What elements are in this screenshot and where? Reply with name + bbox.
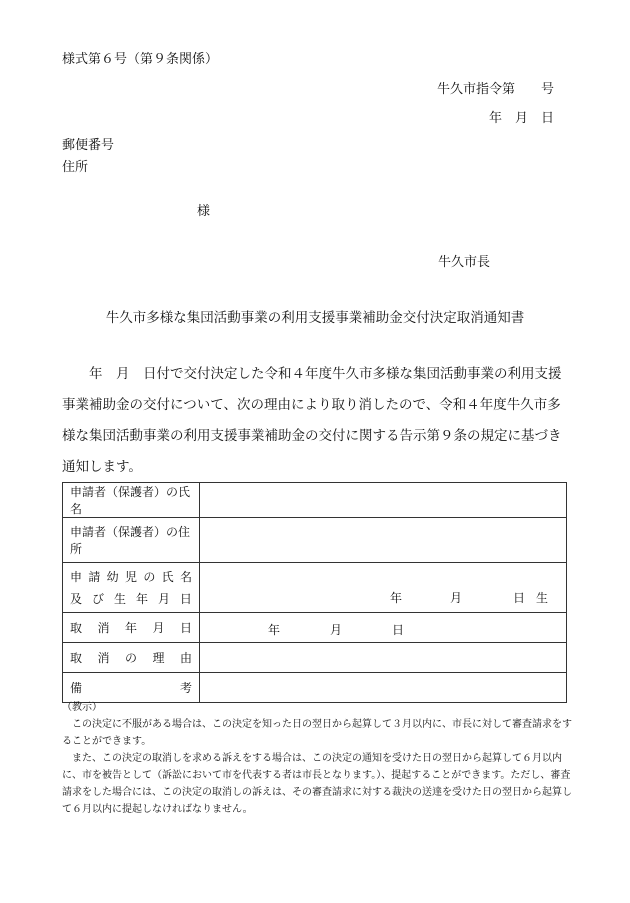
cancel-reason-label: 取 消 の 理 由 — [63, 643, 200, 673]
remarks-label: 備 考 — [63, 673, 200, 703]
row-remarks — [63, 673, 567, 703]
form-number: 様式第６号（第９条関係） — [62, 52, 219, 67]
row-applicant-name — [63, 483, 567, 518]
document-number: 牛久市指令第 号 — [436, 82, 554, 97]
address-label: 住所 — [62, 160, 89, 175]
document-title: 牛久市多様な集団活動事業の利用支援事業補助金交付決定取消通知書 — [105, 310, 525, 326]
cancel-month: 月 — [330, 623, 343, 637]
notes-paragraph-2: また、この決定の取消しを求める訴えをする場合は、この決定の通知を受けた日の翌日から起算して６月以内に、市を被告として（訴訟において市を代表する者は市長となります。）、提起することができます。ただし、審査請求をした場合には、この決定の取消しの訴えは、その審査請求に対する裁決の送達を受けた日の翌日から起算して６月以内に提起しなければなりません。 — [62, 753, 572, 815]
cancel-date-label: 取 消 年 月 日 — [63, 613, 200, 643]
postal-code-label: 郵便番号 — [62, 138, 115, 153]
child-birth-year: 年 — [390, 591, 403, 605]
applicant-name-label: 申請者（保護者）の氏名 — [63, 483, 200, 518]
remarks-value — [200, 673, 567, 703]
child-value — [200, 563, 567, 613]
child-label — [63, 563, 200, 613]
row-child — [63, 563, 567, 613]
body-paragraph: 年 月 日付で交付決定した令和４年度牛久市多様な集団活動事業の利用支援事業補助金の交付について、次の理由により取り消したので、令和４年度牛久市多様な集団活動事業の利用支援事業補助金の交付に関する告示第９条の規定に基づき通知します。 — [62, 366, 562, 475]
child-birth-suffix: 生 — [536, 591, 549, 605]
cancel-year: 年 — [268, 623, 281, 637]
applicant-address-value — [200, 518, 567, 563]
child-birth-month: 月 — [450, 591, 463, 605]
row-cancel-reason — [63, 643, 567, 673]
cancel-day: 日 — [392, 623, 405, 637]
info-table — [62, 482, 567, 703]
sender-name: 牛久市長 — [437, 255, 490, 270]
child-birth-day: 日 — [513, 591, 526, 605]
cancel-reason-value — [200, 643, 567, 673]
applicant-address-label: 申請者（保護者）の住所 — [63, 518, 200, 563]
child-label-line1: 申 請 幼 児 の 氏 名 — [70, 570, 192, 584]
notes-heading: （教示） — [62, 702, 102, 713]
document-date: 年 月 日 — [488, 111, 554, 126]
child-label-line2: 及 び 生 年 月 日 — [70, 592, 192, 606]
row-applicant-address — [63, 518, 567, 563]
instruction-notes — [62, 699, 572, 818]
notes-paragraph-1: この決定に不服がある場合は、この決定を知った日の翌日から起算して３月以内に、市長に対して審査請求をすることができます。 — [62, 719, 572, 747]
row-cancel-date — [63, 613, 567, 643]
applicant-name-value — [200, 483, 567, 518]
cancel-date-value — [200, 613, 567, 643]
recipient-honorific: 様 — [197, 204, 211, 219]
